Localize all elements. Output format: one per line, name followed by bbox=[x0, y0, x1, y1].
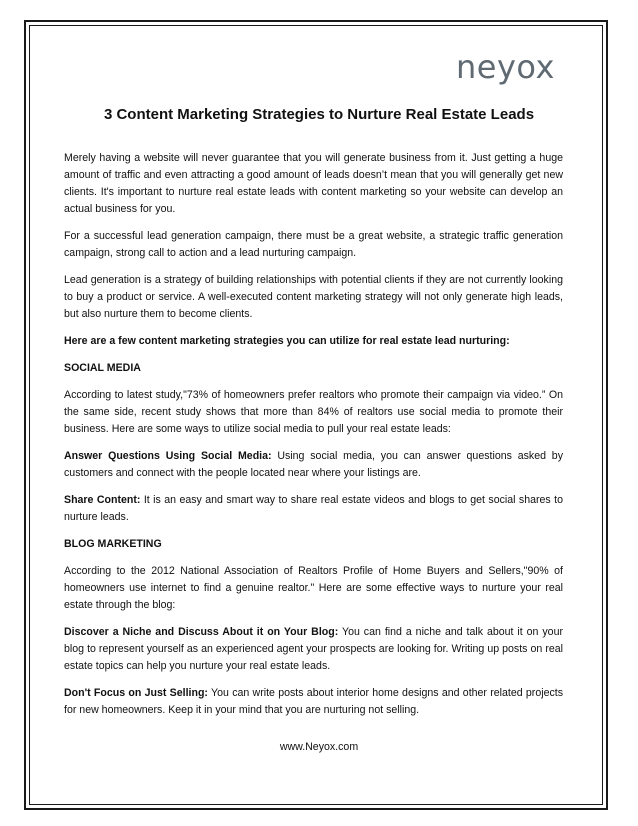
paragraph-social-study: According to latest study,"73% of homeowners prefer realtors who promote their campaign via video.” On the same side, recent study shows that more than 84% of realtors use social media to promote their business. Here are some ways to utilize social media to pull your real estate leads: bbox=[64, 389, 563, 435]
paragraph-share-content bbox=[64, 492, 563, 526]
share-content-label: Share Content: bbox=[64, 494, 141, 506]
paragraph-intro: Merely having a website will never guarantee that you will generate business from it. Just getting a huge amount of traffic and even attracting a good amount of leads doesn’t mean that you will generally get new clients. It's important to nurture real estate leads with content marketing so your website can develop an actual business for you. bbox=[64, 152, 563, 215]
share-content-text: It is an easy and smart way to share real estate videos and blogs to get social shares to nurture leads. bbox=[64, 494, 563, 523]
social-media-heading: SOCIAL MEDIA bbox=[64, 362, 141, 374]
strategies-intro-heading: Here are a few content marketing strategies you can utilize for real estate lead nurturing: bbox=[64, 335, 510, 347]
blog-marketing-heading: BLOG MARKETING bbox=[64, 538, 162, 550]
paragraph-niche bbox=[64, 624, 563, 675]
paragraph-answer-questions bbox=[64, 448, 563, 482]
paragraph-selling bbox=[64, 685, 563, 719]
niche-label: Discover a Niche and Discuss About it on Your Blog: bbox=[64, 626, 339, 638]
answer-questions-text: Using social media, you can answer questions asked by customers and connect with the people located near where your listings are. bbox=[64, 450, 563, 479]
footer-url: www.Neyox.com bbox=[279, 741, 359, 753]
paragraph-blog-study: According to the 2012 National Association of Realtors Profile of Home Buyers and Sellers,"90% of homeowners use internet to find a genuine realtor." Here are some effective ways to nurture your real estate through the blog: bbox=[64, 565, 563, 611]
niche-text: You can find a niche and talk about it on your blog to represent yourself as an experienced agent your prospects are looking for. Writing up posts on real estate topics can help you nurture your real estate leads. bbox=[64, 626, 563, 672]
paragraph-lead-generation: Lead generation is a strategy of building relationships with potential clients if they are not currently looking to buy a product or service. A well-executed content marketing strategy will not only generate high leads, but also nurture them to become clients. bbox=[64, 274, 563, 320]
neyox-logo: neyox bbox=[456, 48, 555, 86]
selling-label: Don't Focus on Just Selling: bbox=[64, 687, 208, 699]
paragraph-lead-campaign: For a successful lead generation campaign, there must be a great website, a strategic traffic generation campaign, strong call to action and a lead nurturing campaign. bbox=[64, 230, 563, 259]
document-body bbox=[64, 150, 563, 729]
selling-text: You can write posts about interior home designs and other related projects for new homeowners. Keep it in your mind that you are nurturing not selling. bbox=[64, 687, 563, 716]
answer-questions-label: Answer Questions Using Social Media: bbox=[64, 450, 272, 462]
document-title: 3 Content Marketing Strategies to Nurture Real Estate Leads bbox=[103, 106, 535, 123]
